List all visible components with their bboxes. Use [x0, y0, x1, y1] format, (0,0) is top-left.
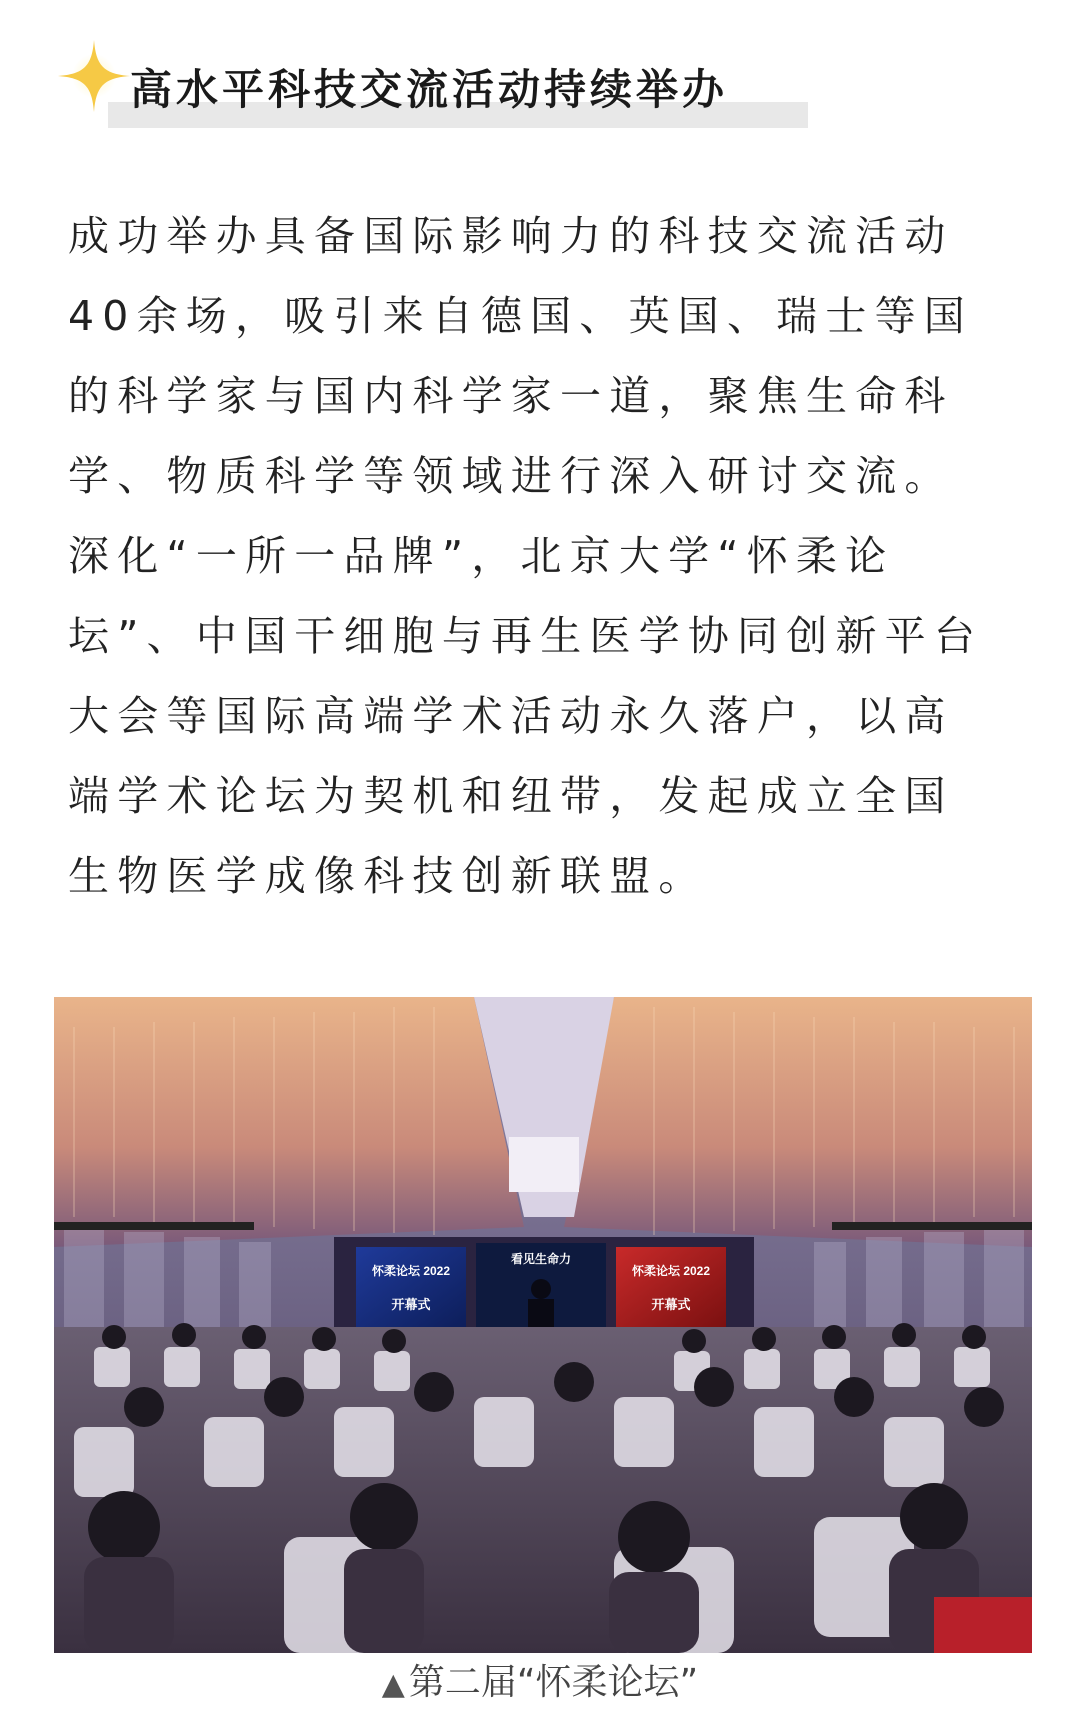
paragraph-line: 端学术论坛为契机和纽带，发起成立全国 — [68, 772, 954, 820]
triangle-up-icon: ▲ — [381, 1667, 405, 1702]
paragraph-line: 学、物质科学等领域进行深入研讨交流。 — [68, 452, 954, 500]
right-screen-title: 怀柔论坛 2022 — [631, 1264, 711, 1278]
paragraph-line: 成功举办具备国际影响力的科技交流活动 — [68, 212, 954, 260]
center-screen-text: 看见生命力 — [510, 1252, 572, 1266]
paragraph-line: 40余场，吸引来自德国、英国、瑞士等国 — [68, 292, 973, 340]
right-screen-subtitle: 开幕式 — [651, 1297, 691, 1312]
section-heading — [54, 36, 814, 136]
paragraph-line: 坛”、中国干细胞与再生医学协同创新平台 — [68, 612, 984, 660]
paragraph-line: 的科学家与国内科学家一道，聚焦生命科 — [68, 372, 954, 420]
section-title: 高水平科技交流活动持续举办 — [130, 65, 729, 114]
paragraph-line: 大会等国际高端学术活动永久落户，以高 — [68, 692, 954, 740]
photo-caption — [0, 1655, 1080, 1713]
forum-hall-photo — [54, 997, 1032, 1653]
left-screen-title: 怀柔论坛 2022 — [371, 1264, 451, 1278]
left-screen-subtitle: 开幕式 — [391, 1297, 431, 1312]
body-paragraph — [68, 196, 1018, 916]
caption-text: 第二届“怀柔论坛” — [408, 1662, 699, 1703]
sparkle-star-icon — [54, 36, 134, 116]
paragraph-line: 生物医学成像科技创新联盟。 — [68, 852, 708, 900]
paragraph-line: 深化“一所一品牌”，北京大学“怀柔论 — [68, 532, 895, 580]
